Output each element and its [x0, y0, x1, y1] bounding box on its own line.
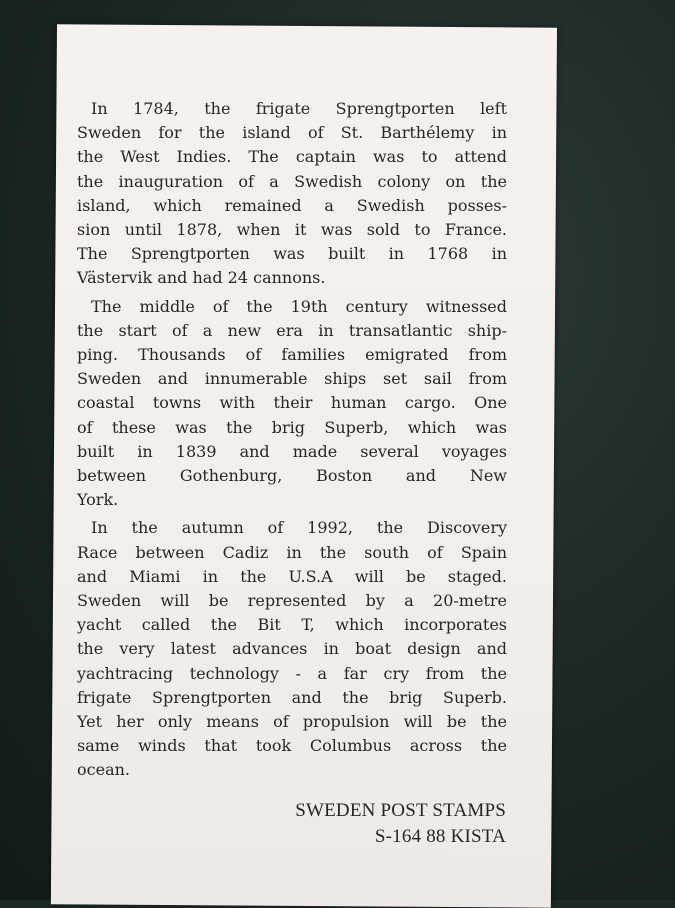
- text-line: ping. Thousands of families emigrated from: [77, 345, 507, 365]
- text-line: the inauguration of a Swedish colony on the: [77, 171, 507, 191]
- text-line: the start of a new era in transatlantic ship-: [77, 320, 507, 340]
- text-line: the very latest advances in boat design and: [77, 639, 507, 659]
- text-line: Västervik and had 24 cannons.: [77, 268, 326, 288]
- paragraph-2: [77, 295, 507, 513]
- text-line: and Miami in the U.S.A will be staged.: [77, 566, 507, 586]
- text-line: sion until 1878, when it was sold to France.: [77, 220, 507, 240]
- text-line: frigate Sprengtporten and the brig Superb.: [77, 687, 507, 707]
- text-line: Yet her only means of propulsion will be the: [77, 712, 507, 732]
- text-line: York.: [77, 490, 119, 510]
- text-line: Sweden will be represented by a 20-metre: [77, 591, 507, 611]
- text-line: island, which remained a Swedish posses-: [77, 195, 507, 215]
- text-line: between Gothenburg, Boston and New: [77, 466, 507, 486]
- paragraph-3: [77, 516, 507, 782]
- body-text: [77, 97, 507, 787]
- address-line-2: S-164 88 KISTA: [374, 826, 506, 847]
- text-line: yacht called the Bit T, which incorporates: [77, 615, 507, 635]
- text-line: coastal towns with their human cargo. One: [77, 393, 507, 413]
- text-line: Sweden for the island of St. Barthélemy in: [77, 123, 507, 143]
- text-line: ocean.: [77, 760, 130, 780]
- text-line: The Sprengtporten was built in 1768 in: [77, 244, 507, 264]
- text-line: built in 1839 and made several voyages: [77, 441, 507, 461]
- text-line: same winds that took Columbus across the: [77, 736, 507, 756]
- text-line: yachtracing technology - a far cry from the: [77, 663, 507, 683]
- text-line: the West Indies. The captain was to attend: [77, 147, 507, 167]
- text-line: In 1784, the frigate Sprengtporten left: [91, 99, 507, 118]
- text-line: Sweden and innumerable ships set sail from: [77, 369, 507, 389]
- text-line: Race between Cadiz in the south of Spain: [77, 542, 507, 562]
- paragraph-1: [77, 97, 507, 291]
- address-line-1: SWEDEN POST STAMPS: [295, 800, 506, 821]
- text-line: The middle of the 19th century witnessed: [91, 296, 507, 316]
- text-line: of these was the brig Superb, which was: [77, 417, 507, 437]
- text-line: In the autumn of 1992, the Discovery: [91, 518, 507, 538]
- postal-address: [244, 798, 506, 850]
